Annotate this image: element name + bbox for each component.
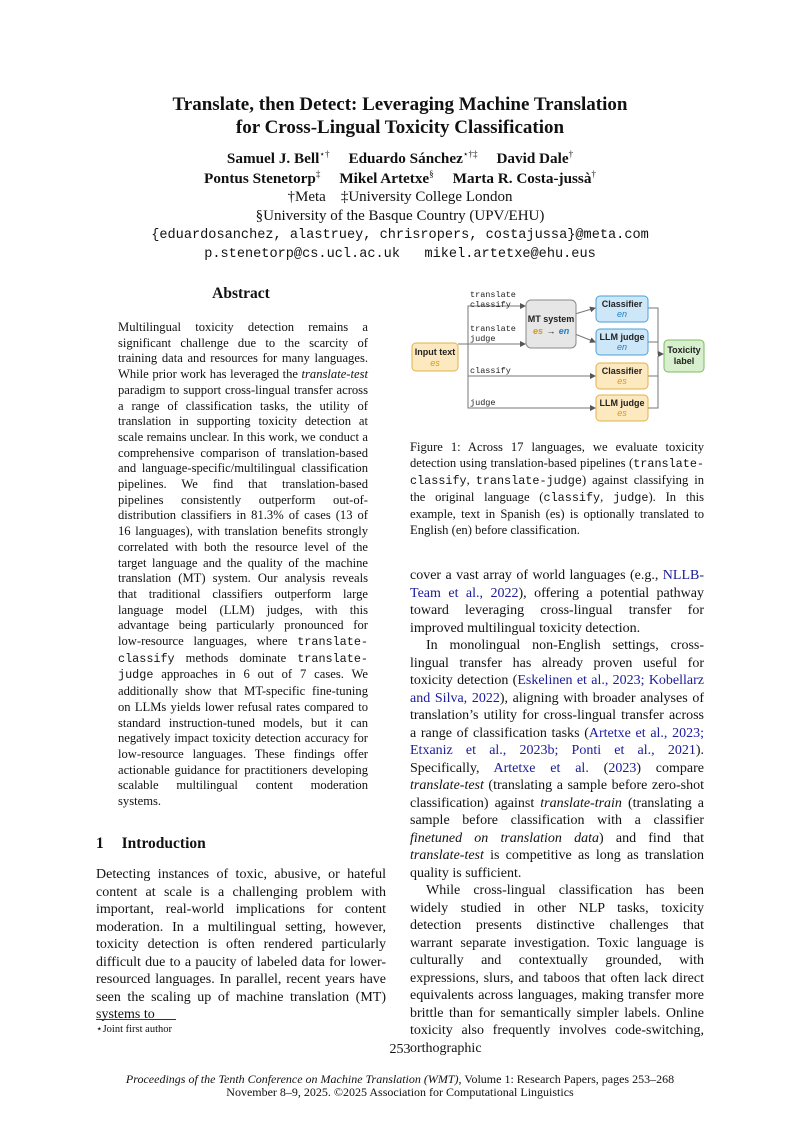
caption-text: ). In this example, text in Spanish (es) is optionally translated to English (en) before classification. — [410, 489, 705, 537]
abstract-code: translate-classify — [118, 635, 368, 666]
input-text-label: Input text — [414, 347, 456, 357]
author-mark: ⋆† — [319, 149, 330, 159]
caption-text: , — [600, 489, 614, 504]
emphasis: translate-test — [410, 778, 484, 793]
llm-judge-es-lang: es — [617, 408, 627, 418]
citation-link[interactable]: 2023 — [608, 760, 637, 776]
text: cover a vast array of world languages (e.g., — [410, 568, 663, 583]
right-column-body — [410, 567, 704, 1057]
footer-line-2: November 8–9, 2025. ©2025 Association for Computational Linguistics — [226, 1085, 574, 1099]
paper-title — [0, 93, 800, 139]
footnote-divider — [96, 1019, 176, 1020]
author-line-2 — [0, 169, 800, 189]
input-lang: es — [430, 358, 440, 368]
caption-code: classify — [543, 490, 601, 505]
footer-venue: Proceedings of the Tenth Conference on Machine Translation (WMT) — [125, 1072, 459, 1086]
toxicity-label-line-2: label — [673, 356, 695, 366]
text: (translating a sample before classification with a classifier — [410, 795, 704, 828]
citation-link[interactable]: Eskelinen et al., 2023; Kobellarz and Silva, 2022 — [410, 673, 705, 706]
classifier-es-label: Classifier — [601, 366, 643, 376]
text: ( — [588, 760, 609, 776]
caption-code: translate-classify — [410, 456, 704, 488]
text: ), offering a potential pathway toward leveraging cross-lingual transfer for improved multilingual toxicity detection. — [410, 585, 704, 636]
page-number: 253 — [389, 1042, 411, 1057]
section-number: 1 — [96, 835, 104, 852]
abstract-body — [118, 320, 368, 810]
affiliation-line-1: †Meta ‡University College London — [287, 189, 513, 205]
mt-lang-from: es — [532, 326, 544, 336]
figure-caption — [410, 440, 704, 538]
text: ) and find that — [599, 830, 704, 846]
abstract-text: Multilingual toxicity detection remains a significant challenge due to the scarcity of training data and resources for many languages. While prior work has leveraged the — [118, 320, 368, 382]
author-name: Samuel J. Bell — [226, 150, 320, 167]
footer-pages: , Volume 1: Research Papers, pages 253–268 — [458, 1072, 675, 1086]
label-translate-judge-2: judge — [470, 334, 496, 344]
text: In monolingual non-English settings, cross-lingual transfer has already proven useful for toxicity detection ( — [410, 638, 704, 688]
abstract-text: paradigm to support cross-lingual transfer across a range of classification tasks, the utility of translation in supporting toxicity detection at scale remains unclear. In this work, we conduct a comprehensive comparison of translation-based and language-specific/multilingual classification pipelines. We find that translation-based pipelines consistently outperform out-of-distribution classifiers in 81.3% of cases (13 of 16 languages), with translation benefits strongly correlated with both the resource level of the target language and the quality of the machine translation (MT) system. Our analysis reveals that traditional classifiers outperform large language model (LLM) judges, with this advantage being particularly pronounced for low-resource languages, where — [118, 382, 368, 649]
author-name: Pontus Stenetorp — [204, 170, 316, 187]
caption-text: Figure 1: Across 17 languages, we evaluate toxicity detection using translation-based pipelines ( — [410, 440, 704, 470]
intro-paragraph: Detecting instances of toxic, abusive, or hateful content at scale is a challenging problem with important, real-world implications for content moderation. In a multilingual setting, however, toxicity detection is often rendered particularly difficult due to a paucity of labeled data for lower-resourced languages. In parallel, recent years have seen the scaling up of machine translation (MT) systems to — [96, 867, 386, 1022]
label-translate-judge-1: translate — [470, 324, 516, 334]
figure-1-diagram — [410, 286, 710, 431]
citation-link[interactable]: NLLB-Team et al., 2022 — [410, 568, 704, 601]
proceedings-footer — [0, 1073, 800, 1099]
abstract-code: translate-judge — [118, 651, 368, 683]
emphasis: translate-train — [540, 795, 622, 811]
llm-judge-en-lang: en — [616, 342, 628, 352]
paragraph: While cross-lingual classification has been widely studied in other NLP tasks, toxicity detection presents distinctive challenges that warrant separate investigation. Toxic language is culturally and contextually grounded, with expressions, slurs, and taboos that often lack direct equivalents across languages, making transfer more brittle than for semantically simpler labels. Online toxicity also frequently involves code-switching, orthographic — [410, 883, 704, 1056]
text: (translating a sample before zero-shot classification) against — [410, 778, 704, 811]
section-heading — [96, 835, 206, 853]
caption-code: judge — [613, 490, 649, 505]
citation-link[interactable]: Artetxe et al. — [493, 760, 589, 776]
footnote: ⋆Joint first author — [96, 1024, 172, 1035]
author-mark: § — [429, 169, 434, 179]
llm-judge-es-label: LLM judge — [599, 398, 645, 408]
classifier-es-lang: es — [617, 376, 627, 386]
text: is competitive as long as translation quality is sufficient. — [410, 848, 704, 881]
classifier-en-label: Classifier — [601, 299, 643, 309]
label-judge: judge — [470, 398, 496, 408]
emphasis: translate-test — [410, 848, 484, 863]
email-line-1[interactable]: {eduardosanchez, alastruey, chrisropers, costajussa}@meta.com — [151, 228, 649, 243]
emphasis: finetuned on translation data — [410, 830, 600, 846]
label-classify: classify — [470, 366, 511, 376]
abstract-text: methods dominate — [174, 650, 298, 665]
abstract-text: approaches in 6 out of 7 cases. We additionally show that MT-specific fine-tuning on LLMs yields lower refusal rates compared to standard instruction-tuned models, but it can negatively impact toxicity detection accuracy for low-resource languages. These findings offer actionable guidance for practitioners developing scalable multilingual content moderation systems. — [118, 667, 368, 809]
author-mark: ‡ — [315, 169, 321, 179]
mt-lang-to: en — [558, 326, 570, 336]
author-name: Marta R. Costa-jussà — [452, 170, 592, 187]
author-name: David Dale — [496, 150, 569, 167]
author-name: Mikel Artetxe — [339, 170, 430, 187]
classifier-en-lang: en — [616, 309, 628, 319]
caption-text: , — [466, 472, 476, 487]
caption-text: ) against classifying in the original language ( — [410, 472, 704, 504]
text: ) compare — [636, 760, 704, 776]
author-mark: † — [568, 149, 574, 159]
author-mark: ⋆†‡ — [462, 149, 478, 159]
affiliation-line-2: §University of the Basque Country (UPV/EHU) — [255, 208, 545, 224]
llm-judge-en-label: LLM judge — [599, 332, 645, 342]
citation-link[interactable]: Artetxe et al., 2023; Etxaniz et al., 2023b; Ponti et al., 2021 — [410, 725, 704, 758]
title-line-1: Translate, then Detect: Leveraging Machine Translation — [172, 94, 628, 115]
author-line-1 — [0, 149, 800, 169]
caption-code: translate-judge — [475, 473, 582, 488]
mt-system-box — [526, 300, 576, 348]
text: ). Specifically, — [410, 743, 704, 776]
title-line-2: for Cross-Lingual Toxicity Classification — [235, 117, 565, 138]
paragraph — [410, 567, 704, 637]
mt-arrow: → — [546, 326, 556, 336]
author-mark: † — [591, 169, 596, 179]
label-translate-classify-2: classify — [470, 300, 511, 310]
section-title: Introduction — [121, 835, 206, 852]
abstract-heading: Abstract — [212, 285, 270, 302]
email-line-2[interactable]: p.stenetorp@cs.ucl.ac.uk mikel.artetxe@ehu.eus — [204, 247, 596, 262]
abstract-emphasis: translate-test — [301, 367, 368, 382]
text: ), aligning with broader analyses of translation’s utility for cross-lingual transfer across a range of classification tasks ( — [410, 690, 704, 741]
mt-system-label: MT system — [527, 314, 575, 324]
label-translate-classify-1: translate — [470, 290, 516, 300]
toxicity-label-line-1: Toxicity — [667, 345, 701, 355]
author-name: Eduardo Sánchez — [348, 150, 463, 167]
paragraph — [410, 637, 704, 882]
